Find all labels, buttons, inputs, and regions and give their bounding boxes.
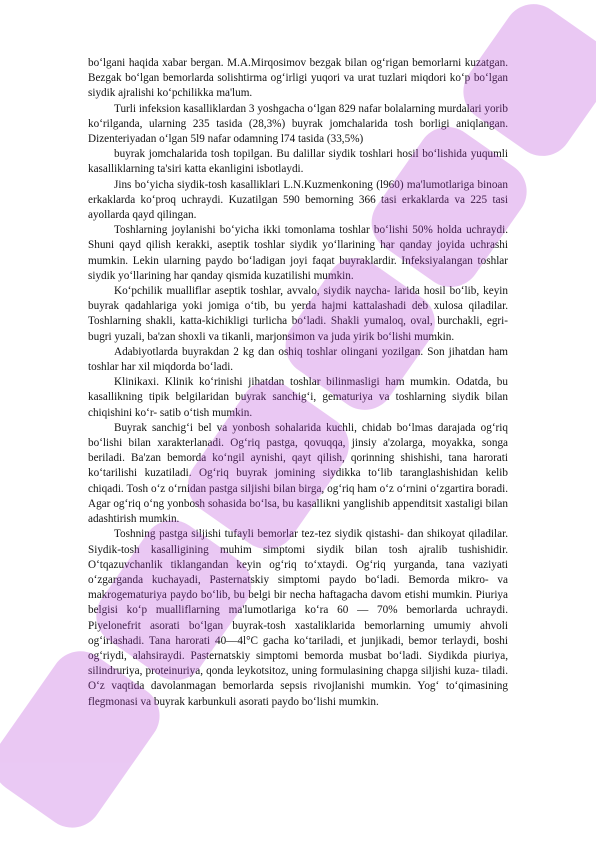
- paragraph: Toshlarning joylanishi bo‘yicha ikki tomonlama toshlar bo‘lishi 50% holda uchraydi. Shuni qayd qilish kerakki, aseptik toshlar siydik yo‘llarining har qanday joyida uchrashi mumkin. Lekin ularning paydo bo‘ladigan joyi faqat buyraklardir. Infeksiyalangan toshlar siydik yo‘llarining har qanday qismida kuzatilishi mumkin.: [88, 224, 508, 282]
- paragraph: buyrak jomchalarida tosh topilgan. Bu dalillar siydik toshlari hosil bo‘lishida yuqumli kasalliklarning ta'siri katta ekanligini isbotlaydi.: [88, 148, 508, 176]
- paragraph: Buyrak sanchig‘i bel va yonbosh sohalarida kuchli, chidab bo‘lmas darajada og‘riq bo‘lishi bilan xarakterlanadi. Og‘riq pastga, qovuqqa, jinsiy a'zolarga, moyakka, songa beriladi. Ba'zan bemorda ko‘ngil aynishi, qayt qilish, qorinning shishishi, tana harorati ko‘tarilishi kuzatiladi. Og‘riq buyrak jomining siydikka to‘lib taranglashishidan kelib chiqadi. Tosh o‘z o‘rnidan pastga siljishi bilan birga, og‘riq ham o‘z o‘rnini o‘zgartira boradi. Agar og‘riq o‘ng yonbosh sohasida bo‘lsa, bu kasallikni yanglishib appenditsit xastaligi bilan adashtirish mumkin.: [88, 421, 508, 526]
- paragraph: Toshning pastga siljishi tufayli bemorlar tez-tez siydik qistashi- dan shikoyat qiladilar. Siydik-tosh kasalligining muhim simptomi siydik bilan tosh ajralib tushishidir. O‘tqazuvchanlik tiklangandan keyin og‘riq to‘xtaydi. Og‘riq yurganda, tana vaziyati o‘zgarganda kuchayadi, Pasternatskiy simptomi paydo bo‘ladi. Bemorda mikro- va makrogematuriya paydo bo‘lib, bu belgi bir necha haftagacha davom etishi mumkin. Piuriya belgisi ko‘p mualliflarning ma'lumotlariga ko‘ra 60 — 70% bemorlarda uchraydi. Piyelonefrit asorati bo‘lgan buyrak-tosh xastaliklarida bemorlarning umumiy ahvoli og‘irlashadi. Tana harorati 40—4l°C gacha ko‘tariladi, et junjikadi, bemor terlaydi, boshi og‘riydi, alahsiraydi. Pasternatskiy simptomi bemorda musbat bo‘ladi. Siydikda piuriya, silindruriya, proteinuriya, qonda leykotsitoz, uning formulasining chapga siljishi kuza- tiladi. O‘z vaqtida davolanmagan bemorlarda sepsis rivojlanishi mumkin. Yog‘ to‘qimasining flegmonasi va buyrak karbunkuli asorati paydo bo‘lishi mumkin.: [88, 528, 508, 708]
- document-body: [88, 56, 508, 710]
- paragraph: Turli infeksion kasalliklardan 3 yoshgacha o‘lgan 829 nafar bolalarning murdalari yorib ko‘rilganda, ularning 235 tasida (28,3%) buyrak jomchalarida tosh borligi aniqlangan. Dizenteriyadan o‘lgan 5l9 nafar odamning l74 tasida (33,5%): [88, 102, 508, 146]
- paragraph: Adabiyotlarda buyrakdan 2 kg dan oshiq toshlar olingani yozilgan. Son jihatdan ham toshlar har xil miqdorda bo‘ladi.: [88, 345, 508, 374]
- paragraph-continuation: bo‘lgani haqida xabar bergan. M.A.Mirqosimov bezgak bilan og‘rigan bemorlarni kuzatgan. Bezgak bo‘lgan bemorlarda solishtirma og‘irligi yuqori va urat tuzlari miqdori ko‘p bo‘lgan siydik ajralishi ko‘pchilikka ma'lum.: [88, 57, 508, 100]
- paragraph: Ko‘pchilik mualliflar aseptik toshlar, avvalo, siydik naycha- larida hosil bo‘lib, keyin buyrak qadahlariga yoki jomiga o‘tib, bu yerda hajmi kattalashadi deb xulosa qiladilar. Toshlarning shakli, katta-kichikligi turlicha bo‘ladi. Shakli yumaloq, oval, burchakli, egri-bugri yuzali, ba'zan shoxli va tikanli, marjonsimon va juda yirik bo‘lishi mumkin.: [88, 285, 508, 343]
- paragraph: Jins bo‘yicha siydik-tosh kasalliklari L.N.Kuzmenkoning (l960) ma'lumotlariga binoan erkaklarda ko‘proq uchraydi. Kuzatilgan 590 bemorning 366 tasi erkaklarda va 225 tasi ayollarda qayd qilingan.: [88, 178, 508, 222]
- paragraph: Klinikaxi. Klinik ko‘rinishi jihatdan toshlar bilinmasligi ham mumkin. Odatda, bu kasallikning tipik belgilaridan buyrak sanchig‘i, gematuriya va toshlarning siydik bilan chiqishini ko‘r- satib o‘tish mumkin.: [88, 376, 508, 419]
